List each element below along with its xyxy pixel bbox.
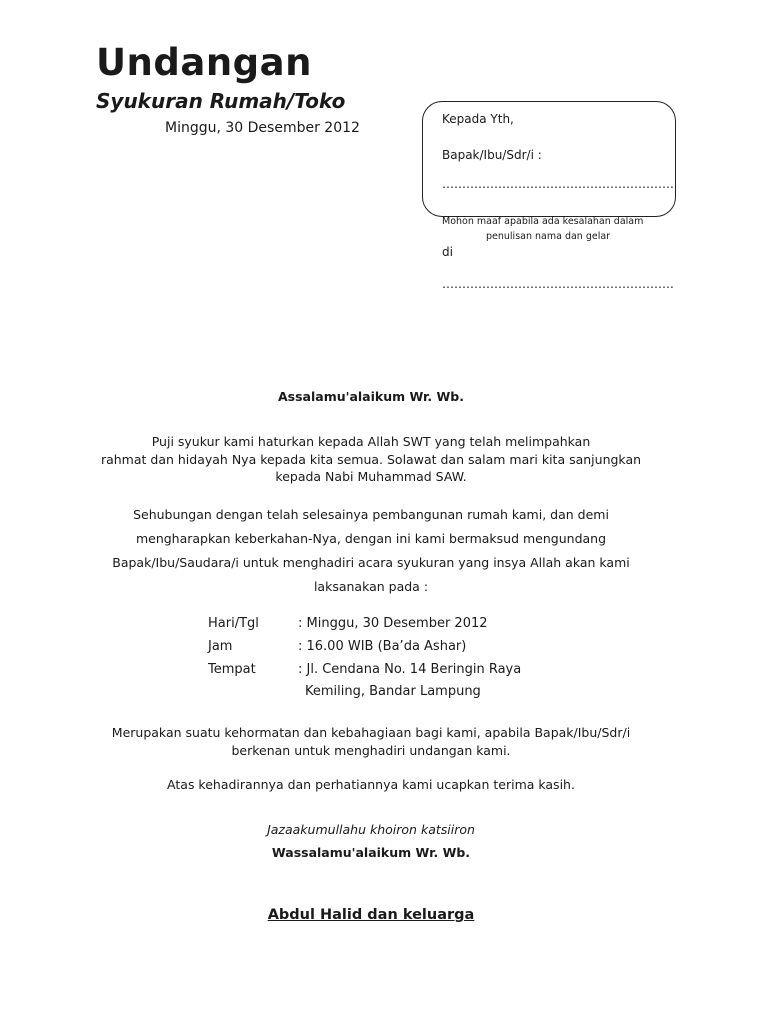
paragraph-closing — [84, 724, 658, 759]
paragraph-opening-line3: kepada Nabi Muhammad SAW. — [275, 469, 467, 484]
doa-text: Jazaakumullahu khoiron katsiiron — [267, 822, 475, 837]
paragraph-purpose-line1: Sehubungan dengan telah selesainya pembangunan rumah kami, dan demi — [133, 507, 609, 522]
paragraph-purpose — [84, 503, 658, 599]
address-place-dots: …………………………………………………. — [442, 277, 674, 291]
closing-salam: Wassalamu'alaikum Wr. Wb. — [271, 845, 471, 860]
address-note-line1: Mohon maaf apabila ada kesalahan dalam — [442, 216, 644, 227]
signature: Abdul Halid dan keluarga — [267, 907, 475, 923]
event-date: Minggu, 30 Desember 2012 — [165, 120, 360, 136]
address-to: Kepada Yth, — [442, 112, 514, 126]
detail-time-label: Jam — [208, 639, 233, 654]
paragraph-purpose-line3: Bapak/Ibu/Saudara/i untuk menghadiri acara syukuran yang insya Allah akan kami — [112, 555, 630, 570]
address-name-dots: …………………………………………………. — [442, 177, 674, 191]
address-note-line2: penulisan nama dan gelar — [486, 231, 611, 242]
paragraph-opening — [84, 433, 658, 486]
thanks-text: Atas kehadirannya dan perhatiannya kami ucapkan terima kasih. — [167, 777, 575, 792]
paragraph-purpose-line4: laksanakan pada : — [313, 579, 429, 594]
paragraph-opening-line1: Puji syukur kami haturkan kepada Allah SWT yang telah melimpahkan — [151, 434, 591, 449]
detail-place-label: Tempat — [208, 662, 256, 677]
detail-day-value: : Minggu, 30 Desember 2012 — [298, 616, 488, 631]
detail-place-value-line2: Kemiling, Bandar Lampung — [305, 684, 481, 699]
invitation-subtitle: Syukuran Rumah/Toko — [96, 89, 346, 113]
address-recipient-label: Bapak/Ibu/Sdr/i : — [442, 148, 542, 162]
paragraph-purpose-line2: mengharapkan keberkahan-Nya, dengan ini kami bermaksud mengundang — [135, 531, 607, 546]
detail-place-value: : Jl. Cendana No. 14 Beringin Raya — [298, 662, 522, 677]
address-di: di — [442, 245, 453, 259]
detail-time-value: : 16.00 WIB (Ba’da Ashar) — [298, 639, 467, 654]
paragraph-opening-line2: rahmat dan hidayah Nya kepada kita semua. Solawat dan salam mari kita sanjungkan — [100, 451, 642, 467]
invitation-title: Undangan — [96, 41, 312, 84]
greeting: Assalamu'alaikum Wr. Wb. — [277, 389, 465, 404]
detail-day-label: Hari/Tgl — [208, 616, 259, 631]
paragraph-closing-line1: Merupakan suatu kehormatan dan kebahagiaan bagi kami, apabila Bapak/Ibu/Sdr/i — [111, 725, 631, 740]
paragraph-closing-line2: berkenan untuk menghadiri undangan kami. — [231, 742, 511, 758]
